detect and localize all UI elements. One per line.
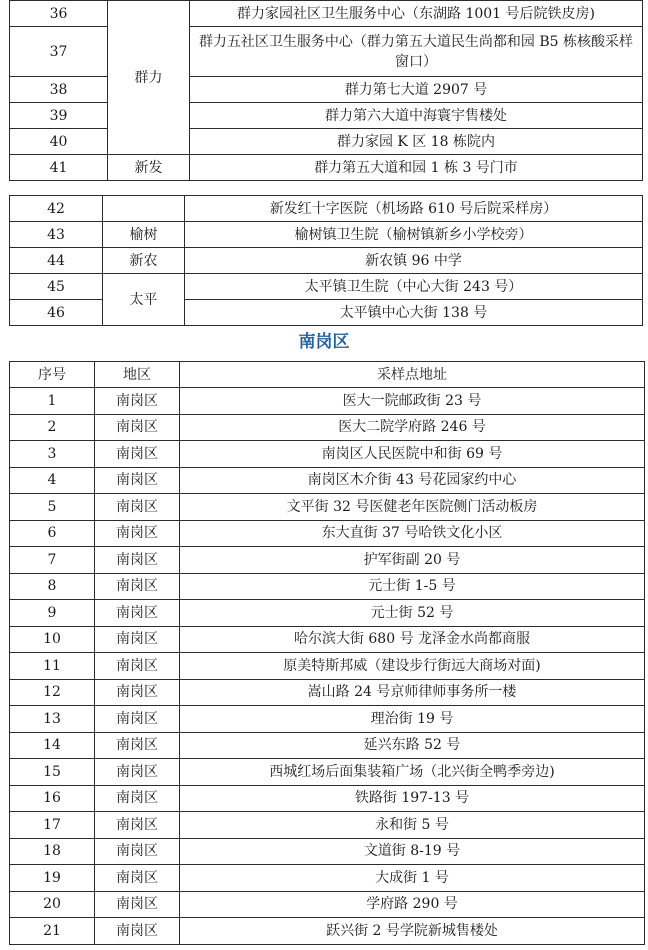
table-row (10, 838, 645, 865)
row-number: 17 (10, 812, 95, 839)
district-cell (103, 196, 185, 222)
address-cell: 南岗区木介街 43 号花园家约中心 (180, 467, 645, 494)
address-cell: 哈尔滨大街 680 号 龙泽金水尚都商服 (180, 626, 645, 653)
district-cell: 南岗区 (95, 706, 180, 733)
header-address: 采样点地址 (180, 362, 645, 388)
row-number: 38 (10, 77, 108, 103)
district-cell: 南岗区 (95, 812, 180, 839)
address-cell: 新农镇 96 中学 (185, 248, 643, 274)
table-row (10, 129, 643, 155)
address-cell: 永和街 5 号 (180, 812, 645, 839)
address-cell: 理治街 19 号 (180, 706, 645, 733)
table-row (10, 626, 645, 653)
district-cell: 南岗区 (95, 414, 180, 441)
district-cell: 南岗区 (95, 891, 180, 918)
table-header-row (10, 362, 645, 388)
address-cell: 元士街 1-5 号 (180, 573, 645, 600)
district-cell: 南岗区 (95, 626, 180, 653)
table-row (10, 547, 645, 574)
row-number: 13 (10, 706, 95, 733)
address-cell: 护军街副 20 号 (180, 547, 645, 574)
table-row (10, 27, 643, 77)
address-cell: 榆树镇卫生院（榆树镇新乡小学校旁） (185, 222, 643, 248)
district-cell: 南岗区 (95, 467, 180, 494)
address-cell: 医大一院邮政街 23 号 (180, 388, 645, 415)
address-cell: 嵩山路 24 号京师律师事务所一楼 (180, 679, 645, 706)
district-cell: 群力 (108, 1, 190, 155)
table-row (10, 918, 645, 945)
row-number: 2 (10, 414, 95, 441)
table-row (10, 891, 645, 918)
address-cell: 群力家园 K 区 18 栋院内 (190, 129, 643, 155)
table-row (10, 573, 645, 600)
district-cell: 南岗区 (95, 785, 180, 812)
address-cell: 铁路街 197-13 号 (180, 785, 645, 812)
address-cell: 群力五社区卫生服务中心（群力第五大道民生尚都和园 B5 栋核酸采样窗口） (190, 27, 643, 77)
address-cell: 群力第七大道 2907 号 (190, 77, 643, 103)
row-number: 7 (10, 547, 95, 574)
district-cell: 南岗区 (95, 547, 180, 574)
district-cell: 南岗区 (95, 573, 180, 600)
sampling-table-continued (9, 0, 643, 181)
address-cell: 南岗区人民医院中和街 69 号 (180, 441, 645, 468)
district-cell: 南岗区 (95, 520, 180, 547)
address-cell: 群力第六大道中海寰宇售楼处 (190, 103, 643, 129)
district-cell: 南岗区 (95, 918, 180, 945)
table-row (10, 196, 643, 222)
address-cell: 太平镇卫生院（中心大街 243 号） (185, 274, 643, 300)
district-cell: 南岗区 (95, 441, 180, 468)
address-cell: 西城红场后面集装箱广场（北兴街全鸭季旁边) (180, 759, 645, 786)
table-row (10, 600, 645, 627)
table-row (10, 155, 643, 181)
row-number: 46 (10, 300, 103, 326)
row-number: 19 (10, 865, 95, 892)
table-row (10, 706, 645, 733)
row-number: 36 (10, 1, 108, 27)
address-cell: 医大二院学府路 246 号 (180, 414, 645, 441)
address-cell: 群力第五大道和园 1 栋 3 号门市 (190, 155, 643, 181)
row-number: 1 (10, 388, 95, 415)
district-cell: 南岗区 (95, 732, 180, 759)
table-row (10, 222, 643, 248)
row-number: 44 (10, 248, 103, 274)
row-number: 45 (10, 274, 103, 300)
address-cell: 新发红十字医院（机场路 610 号后院采样房） (185, 196, 643, 222)
district-cell: 南岗区 (95, 865, 180, 892)
table-row (10, 467, 645, 494)
table-row (10, 103, 643, 129)
table-row (10, 759, 645, 786)
table-row (10, 520, 645, 547)
table-row (10, 1, 643, 27)
row-number: 21 (10, 918, 95, 945)
table-row (10, 732, 645, 759)
district-cell: 南岗区 (95, 653, 180, 680)
table-row (10, 812, 645, 839)
table-row (10, 653, 645, 680)
table-row (10, 785, 645, 812)
table-row (10, 494, 645, 521)
district-cell: 新农 (103, 248, 185, 274)
district-cell: 南岗区 (95, 679, 180, 706)
row-number: 4 (10, 467, 95, 494)
table-row (10, 441, 645, 468)
nangang-sampling-table (9, 361, 645, 945)
row-number: 6 (10, 520, 95, 547)
row-number: 10 (10, 626, 95, 653)
row-number: 5 (10, 494, 95, 521)
row-number: 40 (10, 129, 108, 155)
district-cell: 南岗区 (95, 494, 180, 521)
row-number: 43 (10, 222, 103, 248)
row-number: 37 (10, 27, 108, 77)
table-row (10, 274, 643, 300)
table-row (10, 865, 645, 892)
table-row (10, 248, 643, 274)
district-cell: 南岗区 (95, 388, 180, 415)
address-cell: 大成街 1 号 (180, 865, 645, 892)
sampling-table-continued-2 (9, 195, 643, 326)
table-row (10, 77, 643, 103)
row-number: 20 (10, 891, 95, 918)
address-cell: 原美特斯邦威（建设步行街远大商场对面) (180, 653, 645, 680)
district-cell: 南岗区 (95, 759, 180, 786)
address-cell: 学府路 290 号 (180, 891, 645, 918)
header-number: 序号 (10, 362, 95, 388)
row-number: 16 (10, 785, 95, 812)
table-row (10, 679, 645, 706)
address-cell: 跃兴街 2 号学院新城售楼处 (180, 918, 645, 945)
table-row (10, 414, 645, 441)
header-district: 地区 (95, 362, 180, 388)
address-cell: 延兴东路 52 号 (180, 732, 645, 759)
row-number: 12 (10, 679, 95, 706)
district-cell: 南岗区 (95, 600, 180, 627)
address-cell: 东大直街 37 号哈铁文化小区 (180, 520, 645, 547)
row-number: 39 (10, 103, 108, 129)
section-title: 南岗区 (298, 332, 350, 352)
row-number: 42 (10, 196, 103, 222)
address-cell: 群力家园社区卫生服务中心（东湖路 1001 号后院铁皮房) (190, 1, 643, 27)
address-cell: 太平镇中心大街 138 号 (185, 300, 643, 326)
address-cell: 元士街 52 号 (180, 600, 645, 627)
row-number: 9 (10, 600, 95, 627)
table-row (10, 388, 645, 415)
district-cell: 新发 (108, 155, 190, 181)
table-body (10, 388, 645, 945)
row-number: 14 (10, 732, 95, 759)
row-number: 11 (10, 653, 95, 680)
row-number: 41 (10, 155, 108, 181)
row-number: 15 (10, 759, 95, 786)
address-cell: 文平街 32 号医健老年医院侧门活动板房 (180, 494, 645, 521)
district-cell: 南岗区 (95, 838, 180, 865)
row-number: 3 (10, 441, 95, 468)
row-number: 8 (10, 573, 95, 600)
district-cell: 榆树 (103, 222, 185, 248)
address-cell: 文道街 8-19 号 (180, 838, 645, 865)
row-number: 18 (10, 838, 95, 865)
district-cell: 太平 (103, 274, 185, 326)
